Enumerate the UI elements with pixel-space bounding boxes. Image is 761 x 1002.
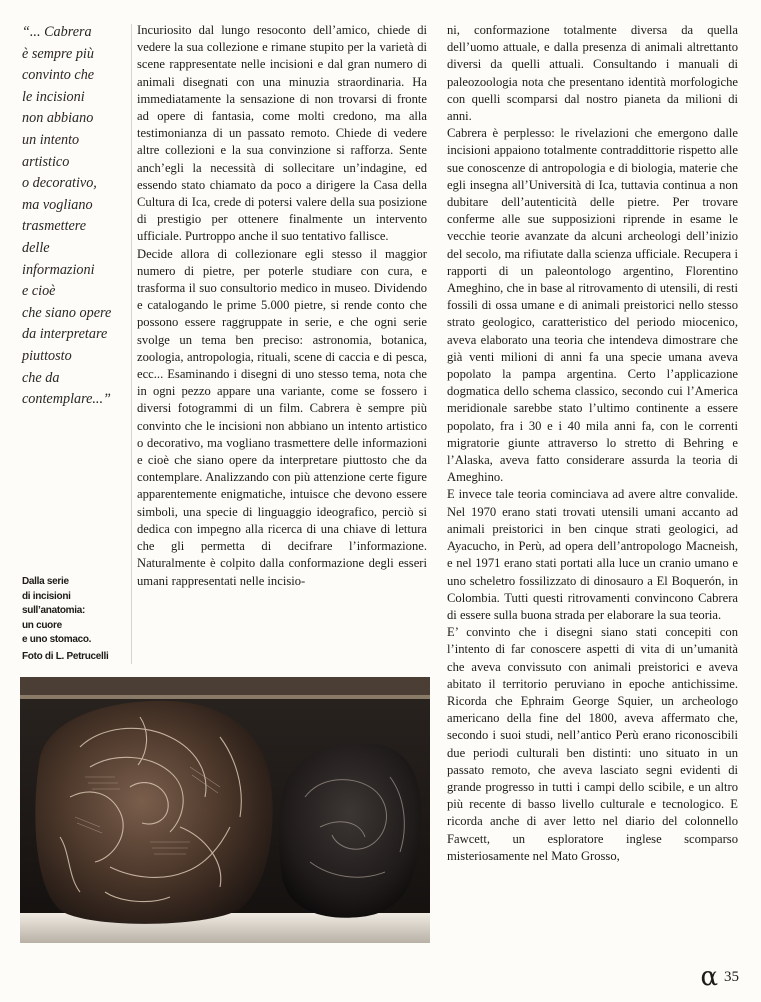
- column-divider: [131, 24, 132, 664]
- pull-quote-line: “... Cabrera: [22, 24, 92, 40]
- paragraph: E invece tale teoria cominciava ad avere altre convalide. Nel 1970 erano stati trovati utensili umani accanto ad animali preistorici in ben cinque strati geologici, ad Ayacucho, in Perù, ad opera dell’antropologo Macneish, e nel 1971 erano stati portati alla luce un cranio umano e uno scheletro fossilizzato di dinosauro a El Boquerón, in Colombia. Tutti questi ritrovamenti convincono Cabrera di essere sulla buona strada per elaborare la sua teoria.: [447, 487, 738, 622]
- paragraph: Decide allora di collezionare egli stesso il maggior numero di pietre, per poterle studiare con cura, e trasforma il suo consultorio medico in museo. Dividendo e catalogando le prime 5.000 pietre, si rende conto che possono essere raggruppate in serie, e che ogni serie svolge un tema ben preciso: astronomia, botanica, zoologia, antropologia, rituali, scene di caccia e di pesca, ecc... Esaminando i disegni di uno stesso tema, nota che in ogni pezzo appare una variante, come se fossero i diversi fotogrammi di un film. Cabrera è sempre più convinto che le incisioni non abbiano un intento artistico o decorativo, ma vogliano trasmettere delle informazioni e cioè che siano opere da interpretare piuttosto che da contemplare. Analizzando con più attenzione certe figure apparentemente enigmatiche, intuisce che devono essere simboli, una specie di linguaggio ideografico, perciò si dedica con impegno alla ricerca di una chiave di lettura che gli permetta di decifrare l’informazione. Naturalmente è colpito dalla conformazione degli esseri umani rappresentati nelle incisio-: [137, 246, 427, 588]
- paragraph: E’ convinto che i disegni siano stati concepiti con l’intento di far conoscere aspetti di vita di un’umanità che aveva convissuto con animali preistorici e aveva abitato il territorio peruviano in epoche antichissime. Ricorda che Ephraim George Squier, un archeologo americano della fine del 1800, aveva affermato che, secondo i suoi studi, nell’antico Perù erano riconoscibili due periodi culturali ben distinti: uno situato in un passato remoto, che aveva lasciato segni evidenti di grande progresso in tutti i campi dello scibile, e un altro più recente di basso livello culturale e tecnologico. E ricorda anche di aver letto nel diario del colonnello Fawcett, un esploratore inglese scomparso misteriosamente nel Mato Grosso,: [447, 625, 738, 863]
- pull-quote-line: che da: [22, 369, 60, 386]
- pull-quote-line: è sempre più: [22, 45, 94, 62]
- pull-quote-line: contemplare...”: [22, 391, 111, 408]
- caption-line: e uno stomaco.: [22, 634, 92, 646]
- caption-line: sull’anatomia:: [22, 605, 86, 617]
- caption-line: un cuore: [22, 619, 62, 631]
- photo-credit: Foto di L. Petrucelli: [22, 650, 109, 662]
- pull-quote-line: convinto che: [22, 67, 95, 84]
- pull-quote-line: e cioè: [22, 283, 56, 300]
- pull-quote-line: piuttosto: [22, 347, 72, 364]
- pull-quote-line: trasmettere: [22, 218, 87, 235]
- magazine-alpha-logo: α: [700, 962, 718, 992]
- caption-line: di incisioni: [22, 590, 71, 602]
- pull-quote-line: o decorativo,: [22, 175, 97, 192]
- paragraph: ni, conformazione totalmente diversa da quella dell’uomo attuale, e dalla presenza di animali altrettanto diversi da quelli attuali. Consultando i manuali di paleozoologia nota che presentano identità morfologiche con quelli scomparsi dal nostro pianeta da milioni di anni.: [447, 23, 738, 124]
- article-column-1: [137, 22, 427, 678]
- pull-quote-line: informazioni: [22, 261, 95, 278]
- pull-quote-line: da interpretare: [22, 326, 108, 343]
- article-column-2: [447, 22, 738, 950]
- page-folio: [700, 964, 739, 990]
- caption-line: Dalla serie: [22, 576, 69, 587]
- photo-caption: [22, 575, 134, 665]
- pull-quote-line: artistico: [22, 153, 70, 170]
- pull-quote-line: ma vogliano: [22, 196, 93, 213]
- pull-quote-line: le incisioni: [22, 88, 85, 105]
- paragraph: Cabrera è perplesso: le rivelazioni che emergono dalle incisioni appaiono totalmente contraddittorie rispetto alle sue conoscenze di antropologia e di biologia, materie che egli insegna all’Università di Ica, tuttavia continua a non dubitare dell’autenticità delle pietre. Per trovare conferme alle sue supposizioni riprende in esame le vecchie teorie avanzate da alcuni archeologi dell’inizio del secolo, ma rifiutate dalla scienza ufficiale. Recupera i rapporti di un paleontologo argentino, Florentino Ameghino, che in base al ritrovamento di utensili, di resti fossili di ossa umane e di animali preistorici nello stesso strato geologico, caratteristico del periodo miocenico, aveva elaborato una teoria che intendeva dimostrare che già venti milioni di anni fa una specie umana aveva popolato la pampa argentina. Certo l’applicazione dogmatica dello schema classico, secondo cui l’America meridionale sarebbe stato l’ultimo continente a essere popolato, fra i 30 e i 40 mila anni fa, con le correnti migratorie giunte attraverso lo stretto di Behring e l’Alaska, aveva fatto considerare assurda la teoria di Ameghino.: [447, 126, 738, 485]
- pull-quote-line: che siano opere: [22, 304, 112, 321]
- page-number: 35: [724, 968, 739, 985]
- pull-quote: [22, 22, 127, 411]
- paragraph: Incuriosito dal lungo resoconto dell’amico, chiede di vedere la sua collezione e rimane stupito per la varietà di scene rappresentate nelle incisioni e dal gran numero di animali disegnati con una minuzia straordinaria. Ha immediatamente la sensazione di non trovarsi di fronte ad opere di fantasia, come molti credono, ma alla testimonianza di un passato remoto. Chiede di vedere altre collezioni e la sua convinzione si rafforza. Sente anch’egli la necessità di sollecitare un’indagine, ed essendo stato chiamato da poco a dirigere la Casa della Cultura di Ica, crede di potersi valere della sua posizione di prestigio per ottenere finalmente un intervento ufficiale. Purtroppo anche il suo tentativo fallisce.: [137, 23, 427, 244]
- pull-quote-line: delle: [22, 239, 50, 256]
- engraved-stones-illustration: [20, 677, 430, 943]
- pull-quote-line: un intento: [22, 131, 80, 148]
- pull-quote-line: non abbiano: [22, 110, 94, 127]
- engraved-stones-photo: [20, 677, 430, 943]
